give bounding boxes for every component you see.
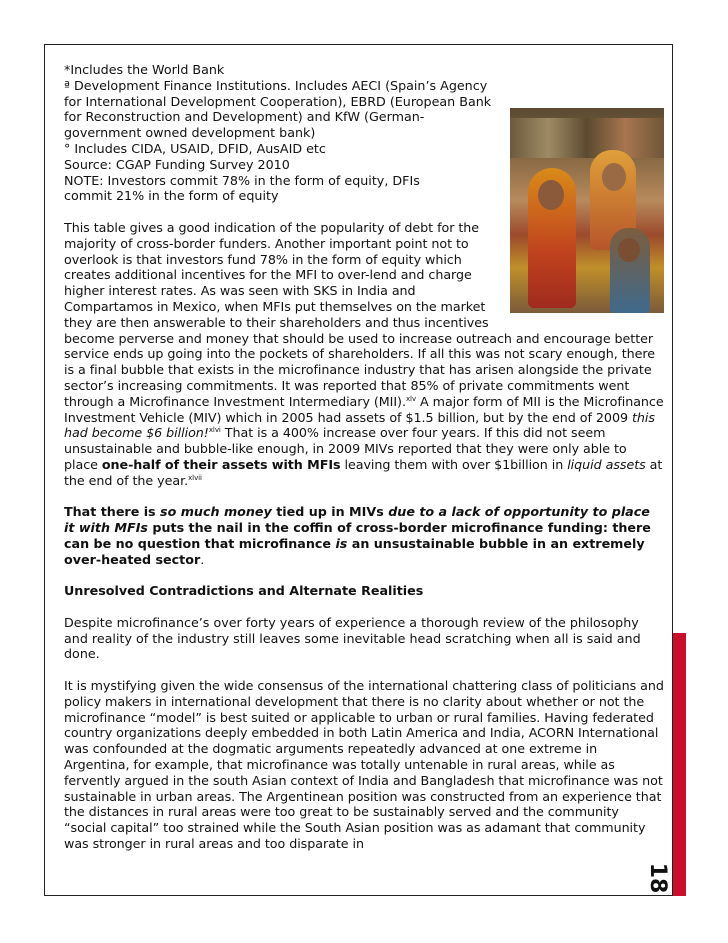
footnote-dfi: ª Development Finance Institutions. Includes AECI (Spain’s Agency for International Development Cooperation), EBRD (European Bank for Reconstruction and Development) and KfW (German-government owned development bank) [64,77,492,141]
paragraph-bubble-conclusion: That there is so much money tied up in MIVs due to a lack of opportunity to place it with MFIs puts the nail in the coffin of cross-border microfinance funding: there can be no question that microfinance is an unsustainable bubble in an extremely over-heated sector. [64,504,651,567]
document-body [64,62,664,852]
paragraph-forty-years: Despite microfinance’s over forty years of experience a thorough review of the philosophy and reality of the industry still leaves some inevitable head scratching when all is said and done. [64,614,641,662]
page-number: 18 [645,862,670,894]
section-heading: Unresolved Contradictions and Alternate Realities [64,583,424,599]
footnote-source: Source: CGAP Funding Survey 2010 [64,156,290,172]
red-accent-bar [673,633,686,896]
paragraph-urban-rural: It is mystifying given the wide consensus of the international chattering class of politicians and policy makers in international development that there is no clarity about whether or not the microfinance “model” is best suited or applicable to urban or rural families. Having federated country organizations deeply embedded in both Latin America and India, ACORN International was confounded at the dogmatic arguments repeatedly advanced at one extreme in Argentina, for example, that microfinance was totally untenable in rural areas, while as fervently argued in the south Asian context of India and Bangladesh that microfinance was not sustainable in urban areas. The Argentinean position was constructed from an experience that the distances in rural areas were too great to be sustainably served and the community “social capital” too strained while the South Asian position was as adamant that community was stronger in rural areas and too disparate in [64,678,664,852]
women-group-photo [510,108,664,313]
footnote-note: NOTE: Investors commit 78% in the form of equity, DFIs commit 21% in the form of equity [64,172,420,204]
footnote-bilateral: ° Includes CIDA, USAID, DFID, AusAID etc [64,140,326,156]
footnote-world-bank: *Includes the World Bank [64,62,225,77]
paragraph-debt-popularity: This table gives a good indication of the popularity of debt for the majority of cross-border funders. Another important point not to overlook is that investors fund 78% in the form of equity which creates additional incentives for the MFI to over-lend and charge higher interest rates. As was seen with SKS in India and Compartamos in Mexico, when MFIs put themselves on the market they are then answerable to their shareholders and thus incentives become perverse and money that should be used to increase outreach and encourage better service ends up going into the pockets of shareholders. If all this was not scary enough, there is a final bubble that exists in the microfinance industry that has arisen alongside the private sector’s increasing commitments. It was reported that 85% of private commitments went through a Microfinance Investment Intermediary (MII).$^{xlv}$ A major form of MII is the Microfinance Investment Vehicle (MIV) which in 2005 had assets of $1.5 billion, but by the end of 2009 this had become $6 billion!$^{xlvi}$ That is a 400% increase over four years. If this did not seem unsustainable and bubble-like enough, in 2009 MIVs reported that they were only able to place one-half of their assets with MFIs leaving them with over $1billion in liquid assets at the end of the year.$^{xlvii}$ [64,219,664,488]
